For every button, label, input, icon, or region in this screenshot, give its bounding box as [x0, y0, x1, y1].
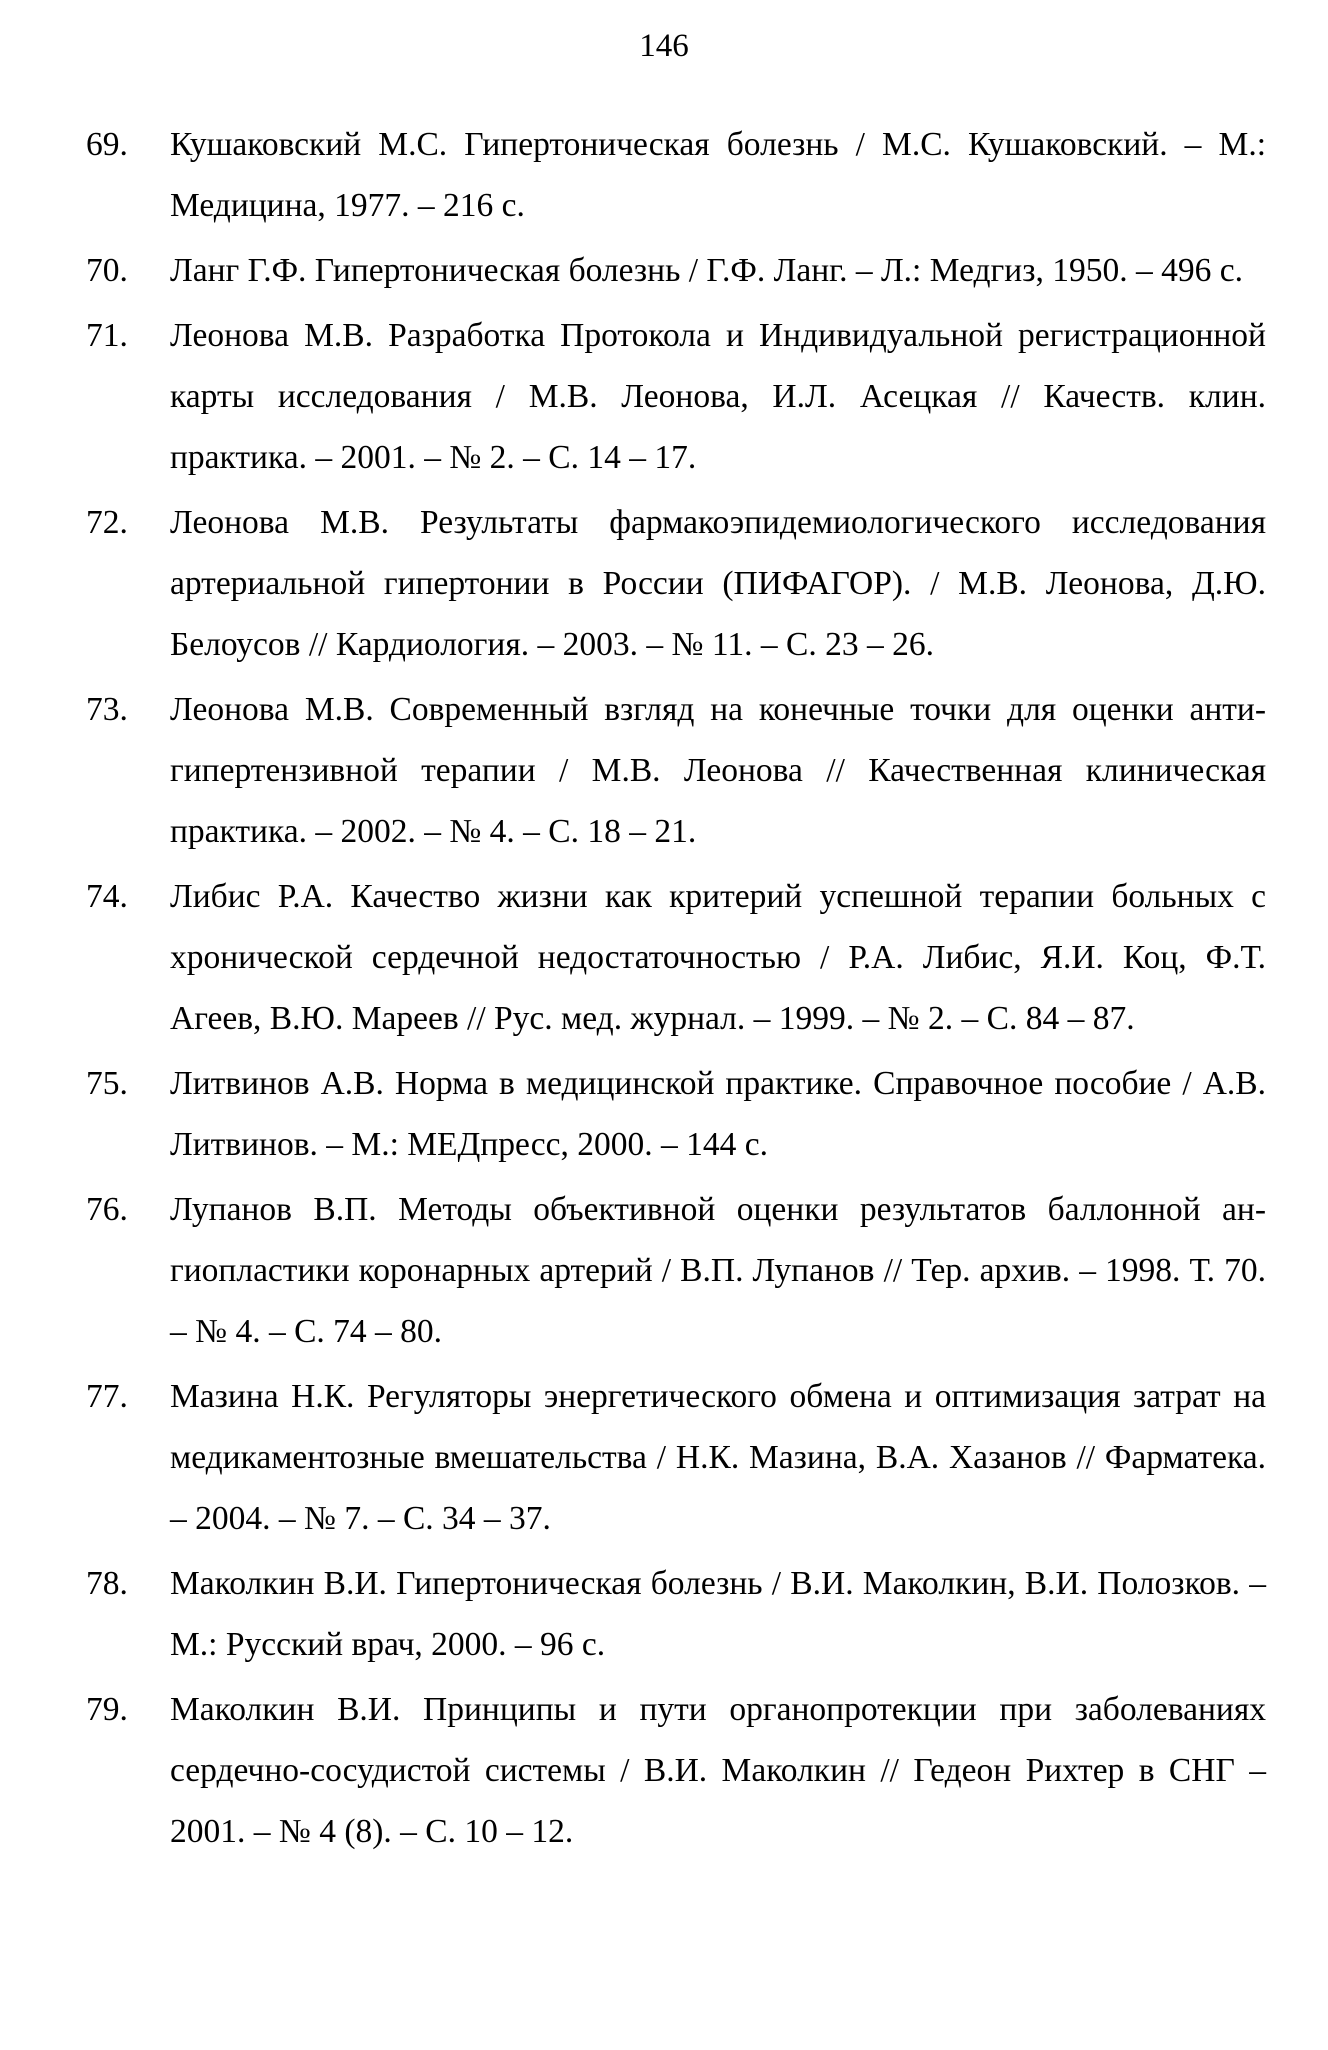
reference-item: [86, 114, 1266, 236]
reference-item: [86, 1679, 1266, 1862]
reference-text: Кушаковский М.С. Гипертоническая болезнь / М.С. Кушаковский. – М.: Медицина, 1977. – 216 с.: [170, 126, 1266, 224]
reference-text: Лупанов В.П. Методы объективной оценки результатов баллонной ангиопластики коронарных артерий / В.П. Лупанов // Тер. архив. – 1998. Т. 70. – № 4. – С. 74 – 80.: [170, 1191, 1266, 1350]
reference-text: Маколкин В.И. Принципы и пути органопротекции при заболеваниях сердечно-сосудистой системы / В.И. Маколкин // Гедеон Рихтер в СНГ – 2001. – № 4 (8). – С. 10 – 12.: [170, 1691, 1266, 1850]
reference-number: 71.: [86, 317, 128, 354]
reference-number: 75.: [86, 1065, 128, 1102]
reference-number: 79.: [86, 1691, 128, 1728]
reference-text: Леонова М.В. Разработка Протокола и Индивидуальной регистрационной карты исследования / М.В. Леонова, И.Л. Асецкая // Качеств. клин. практика. – 2001. – № 2. – С. 14 – 17.: [170, 317, 1266, 476]
reference-number: 76.: [86, 1191, 128, 1228]
reference-number: 77.: [86, 1378, 128, 1415]
reference-number: 69.: [86, 126, 128, 163]
reference-number: 78.: [86, 1565, 128, 1602]
reference-text: Леонова М.В. Результаты фармакоэпидемиологического исследования артериальной гипертонии в России (ПИФАГОР). / М.В. Леонова, Д.Ю. Белоусов // Кардиология. – 2003. – № 11. – С. 23 – 26.: [170, 504, 1266, 663]
reference-number: 74.: [86, 878, 128, 915]
reference-text: Литвинов А.В. Норма в медицинской практике. Справочное пособие / А.В. Литвинов. – М.: МЕДпресс, 2000. – 144 с.: [170, 1065, 1266, 1163]
reference-item: [86, 305, 1266, 488]
reference-item: [86, 240, 1266, 301]
reference-number: 73.: [86, 691, 128, 728]
reference-item: [86, 492, 1266, 675]
reference-list: [86, 114, 1266, 1866]
page-number: 146: [639, 28, 689, 64]
reference-text: Мазина Н.К. Регуляторы энергетического обмена и оптимизация затрат на медикаментозные вмешательства / Н.К. Мазина, В.А. Хазанов // Фарматека. – 2004. – № 7. – С. 34 – 37.: [170, 1378, 1266, 1537]
reference-item: [86, 1053, 1266, 1175]
reference-item: [86, 679, 1266, 862]
reference-item: [86, 866, 1266, 1049]
reference-number: 70.: [86, 252, 128, 289]
reference-text: Леонова М.В. Современный взгляд на конечные точки для оценки антигипертензивной терапии / М.В. Леонова // Качественная клиническая практика. – 2002. – № 4. – С. 18 – 21.: [170, 691, 1266, 850]
reference-item: [86, 1553, 1266, 1675]
reference-text: Либис Р.А. Качество жизни как критерий успешной терапии больных с хронической сердечной недостаточностью / Р.А. Либис, Я.И. Коц, Ф.Т. Агеев, В.Ю. Мареев // Рус. мед. журнал. – 1999. – № 2. – С. 84 – 87.: [170, 878, 1266, 1037]
reference-item: [86, 1179, 1266, 1362]
reference-text: Маколкин В.И. Гипертоническая болезнь / В.И. Маколкин, В.И. Полозков. – М.: Русский врач, 2000. – 96 с.: [170, 1565, 1266, 1663]
reference-item: [86, 1366, 1266, 1549]
reference-text: Ланг Г.Ф. Гипертоническая болезнь / Г.Ф. Ланг. – Л.: Медгиз, 1950. – 496 с.: [170, 252, 1243, 289]
reference-number: 72.: [86, 504, 128, 541]
